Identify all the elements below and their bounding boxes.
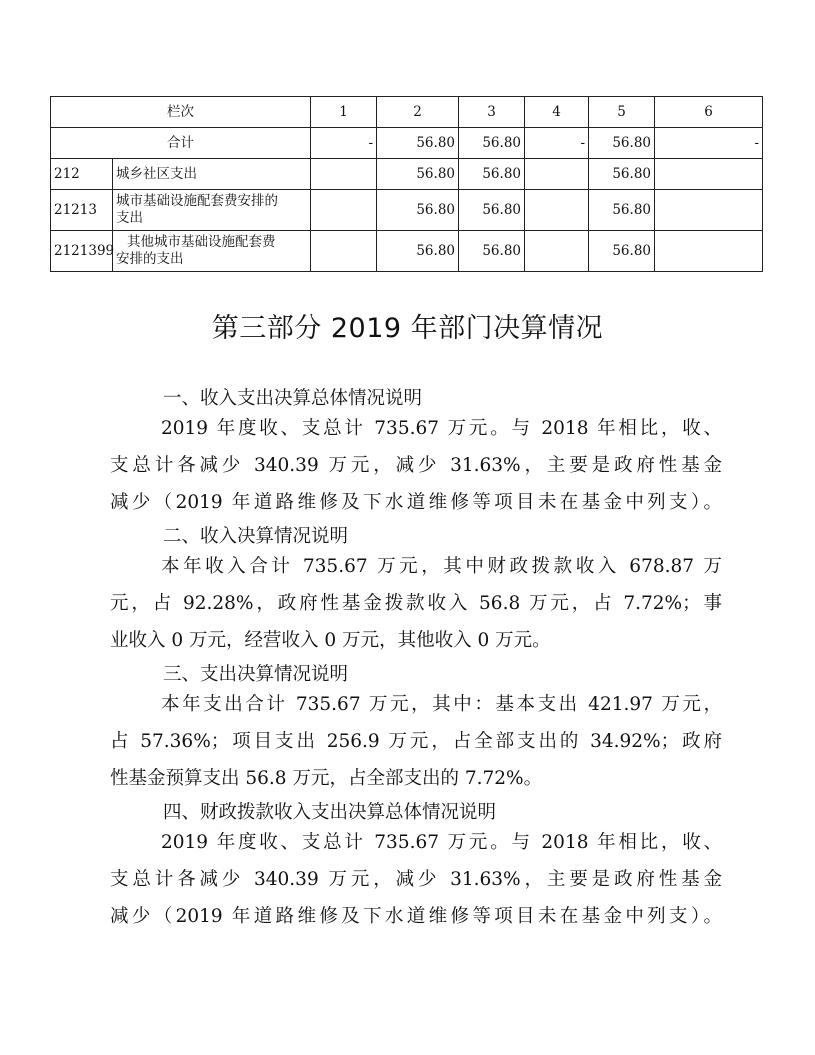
paragraph-line: 元，占 92.28%，政府性基金拨款收入 56.8 万元，占 7.72%；事 <box>110 593 722 614</box>
header-col-1: 1 <box>311 97 377 128</box>
row-code: 2121399 <box>51 231 113 272</box>
row-col-3: 56.80 <box>459 231 525 272</box>
row-col-2: 56.80 <box>377 159 459 190</box>
row-col-4 <box>525 190 589 231</box>
header-col-6: 6 <box>655 97 763 128</box>
section-title: 第三部分 2019 年部门决算情况 <box>211 313 604 344</box>
section-1-heading: 一、收入支出决算总体情况说明 <box>163 388 423 409</box>
paragraph-line: 性基金预算支出 56.8 万元，占全部支出的 7.72%。 <box>110 768 543 789</box>
table-header-row <box>51 97 763 128</box>
header-col-2: 2 <box>377 97 459 128</box>
paragraph-line: 本年收入合计 735.67 万元，其中财政拨款收入 678.87 万 <box>161 556 722 577</box>
paragraph-line: 2019 年度收、支总计 735.67 万元。与 2018 年相比，收、 <box>161 418 722 439</box>
header-col-4: 4 <box>525 97 589 128</box>
table-row <box>51 190 763 231</box>
row-col-6 <box>655 231 763 272</box>
paragraph-line: 业收入 0 万元，经营收入 0 万元，其他收入 0 万元。 <box>110 630 551 651</box>
total-col-2: 56.80 <box>377 128 459 159</box>
row-name: 城乡社区支出 <box>113 159 311 190</box>
row-col-1 <box>311 159 377 190</box>
row-col-3: 56.80 <box>459 190 525 231</box>
row-name: 其他城市基础设施配套费 安排的支出 <box>113 231 311 272</box>
paragraph-line: 占 57.36%；项目支出 256.9 万元，占全部支出的 34.92%；政府 <box>110 731 722 752</box>
paragraph-line: 减少（2019 年道路维修及下水道维修等项目未在基金中列支）。 <box>110 492 722 513</box>
table-row <box>51 159 763 190</box>
paragraph-line: 支总计各减少 340.39 万元，减少 31.63%，主要是政府性基金 <box>110 455 722 476</box>
row-col-1 <box>311 190 377 231</box>
row-col-5: 56.80 <box>589 231 655 272</box>
row-code: 212 <box>51 159 113 190</box>
section-3-heading: 三、支出决算情况说明 <box>163 664 349 685</box>
row-col-4 <box>525 231 589 272</box>
row-col-5: 56.80 <box>589 159 655 190</box>
row-col-1 <box>311 231 377 272</box>
header-col-5: 5 <box>589 97 655 128</box>
row-name: 城市基础设施配套费安排的 支出 <box>113 190 311 231</box>
row-col-5: 56.80 <box>589 190 655 231</box>
section-4-paragraph <box>110 824 722 935</box>
header-col-3: 3 <box>459 97 525 128</box>
paragraph-line: 减少（2019 年道路维修及下水道维修等项目未在基金中列支）。 <box>110 906 722 927</box>
row-col-4 <box>525 159 589 190</box>
row-col-6 <box>655 159 763 190</box>
total-col-5: 56.80 <box>589 128 655 159</box>
total-col-6: - <box>655 128 763 159</box>
section-3-paragraph <box>110 686 722 797</box>
section-1-paragraph <box>110 410 722 521</box>
row-col-6 <box>655 190 763 231</box>
row-col-3: 56.80 <box>459 159 525 190</box>
total-col-4: - <box>525 128 589 159</box>
budget-table <box>50 96 763 272</box>
paragraph-line: 本年支出合计 735.67 万元，其中：基本支出 421.97 万元， <box>161 694 722 715</box>
row-col-2: 56.80 <box>377 231 459 272</box>
header-label: 栏次 <box>51 97 311 128</box>
section-2-heading: 二、收入决算情况说明 <box>163 526 349 547</box>
section-2-paragraph <box>110 548 722 659</box>
section-4-heading: 四、财政拨款收入支出决算总体情况说明 <box>163 802 497 823</box>
paragraph-line: 2019 年度收、支总计 735.67 万元。与 2018 年相比，收、 <box>161 832 722 853</box>
paragraph-line: 支总计各减少 340.39 万元，减少 31.63%，主要是政府性基金 <box>110 869 722 890</box>
row-code: 21213 <box>51 190 113 231</box>
total-label: 合计 <box>51 128 311 159</box>
table-total-row <box>51 128 763 159</box>
total-col-1: - <box>311 128 377 159</box>
total-col-3: 56.80 <box>459 128 525 159</box>
row-col-2: 56.80 <box>377 190 459 231</box>
table-row <box>51 231 763 272</box>
